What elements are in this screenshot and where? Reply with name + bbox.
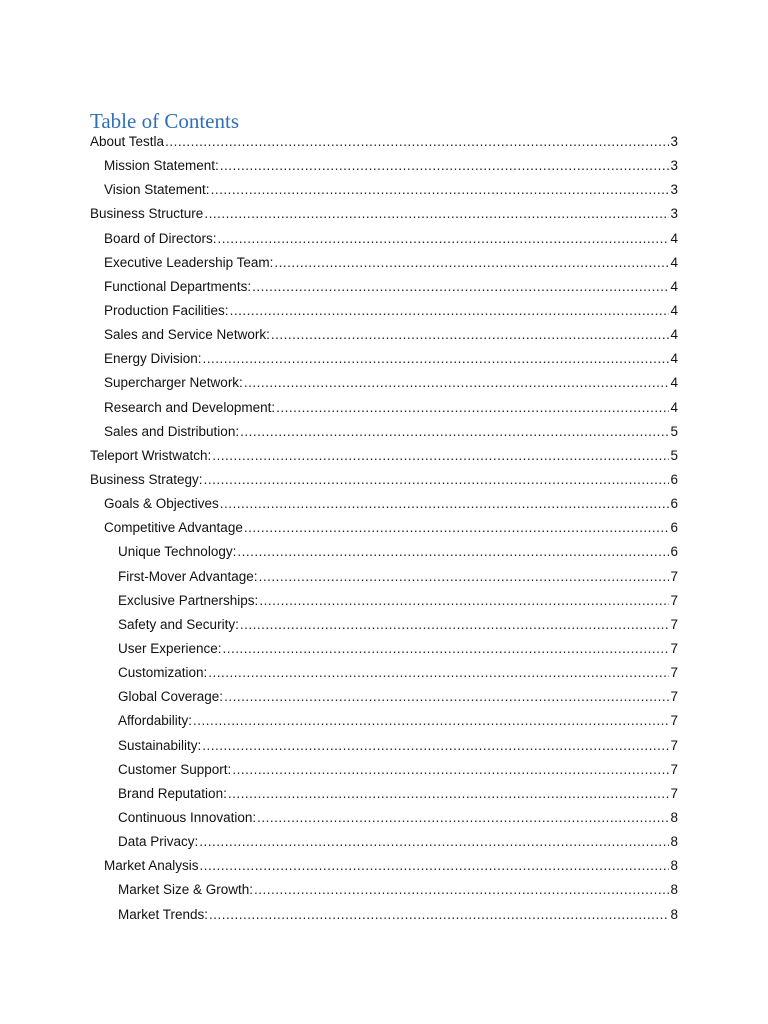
toc-entry-line	[104, 227, 678, 251]
toc-entry-line	[104, 299, 678, 323]
toc-entry-page-number[interactable]: 6	[670, 544, 678, 560]
toc-entry-page-number[interactable]: 4	[670, 351, 678, 367]
toc-entry[interactable]	[90, 444, 678, 468]
toc-entry-page-number[interactable]: 7	[670, 713, 678, 729]
toc-entry-page-number[interactable]: 8	[670, 858, 678, 874]
toc-entry-line	[90, 202, 678, 226]
toc-entry-page-number[interactable]: 8	[670, 809, 678, 825]
toc-entry-label[interactable]: Market Size & Growth:	[118, 882, 254, 898]
toc-entry-label[interactable]: Global Coverage:	[118, 689, 224, 705]
toc-entry-page-number[interactable]: 4	[670, 254, 678, 270]
toc-dot-leader	[165, 130, 669, 154]
toc-entry[interactable]	[90, 347, 678, 371]
toc-entry-page-number[interactable]: 4	[670, 230, 678, 246]
toc-entry[interactable]	[90, 565, 678, 589]
toc-dot-leader	[204, 202, 669, 226]
toc-entry[interactable]	[90, 637, 678, 661]
toc-entry-line	[90, 468, 678, 492]
toc-entry-line	[118, 734, 678, 758]
toc-entry-label[interactable]: Customer Support:	[118, 761, 232, 777]
toc-dot-leader	[193, 709, 669, 733]
toc-entry-line	[104, 275, 678, 299]
toc-entry-label[interactable]: Business Structure	[90, 206, 204, 222]
toc-entry-label[interactable]: Competitive Advantage	[104, 520, 243, 536]
toc-entry-line	[104, 251, 678, 275]
toc-dot-leader	[223, 637, 670, 661]
toc-dot-leader	[200, 854, 670, 878]
toc-dot-leader	[254, 878, 669, 902]
toc-entry-line	[118, 565, 678, 589]
toc-entry-line	[118, 685, 678, 709]
toc-entry-page-number[interactable]: 6	[670, 520, 678, 536]
toc-entry-label[interactable]: Safety and Security:	[118, 616, 239, 632]
toc-dot-leader	[252, 275, 669, 299]
toc-entry-line	[118, 613, 678, 637]
toc-entry-line	[118, 709, 678, 733]
toc-dot-leader	[244, 371, 670, 395]
toc-dot-leader	[257, 806, 669, 830]
toc-entry-page-number[interactable]: 4	[670, 327, 678, 343]
toc-dot-leader	[237, 540, 669, 564]
toc-entry-page-number[interactable]: 7	[670, 785, 678, 801]
toc-entry-label[interactable]: Goals & Objectives	[104, 496, 219, 512]
toc-entry-page-number[interactable]: 7	[670, 568, 678, 584]
toc-entry-page-number[interactable]: 7	[670, 689, 678, 705]
toc-entry-label[interactable]: Executive Leadership Team:	[104, 254, 274, 270]
toc-entry-page-number[interactable]: 6	[670, 496, 678, 512]
toc-entry-label[interactable]: Teleport Wristwatch:	[90, 447, 212, 463]
toc-entry-line	[104, 347, 678, 371]
toc-entry-page-number[interactable]: 4	[670, 399, 678, 415]
toc-entry-label[interactable]: Continuous Innovation:	[118, 809, 257, 825]
toc-dot-leader	[202, 734, 669, 758]
toc-dot-leader	[271, 323, 670, 347]
toc-entry[interactable]	[90, 782, 678, 806]
toc-dot-leader	[232, 758, 669, 782]
toc-entry-line	[104, 323, 678, 347]
toc-entry-page-number[interactable]: 3	[670, 158, 678, 174]
toc-entry-line	[118, 830, 678, 854]
toc-entry[interactable]	[90, 589, 678, 613]
toc-entry-label[interactable]: Supercharger Network:	[104, 375, 243, 391]
toc-entry-label[interactable]: Sales and Distribution:	[104, 423, 240, 439]
toc-entry-line	[118, 540, 678, 564]
toc-entry-page-number[interactable]: 7	[670, 665, 678, 681]
toc-entry[interactable]	[90, 154, 678, 178]
toc-entry-label[interactable]: Production Facilities:	[104, 302, 229, 318]
toc-entry-line	[104, 492, 678, 516]
toc-entry[interactable]	[90, 878, 678, 902]
toc-entry-page-number[interactable]: 5	[670, 447, 678, 463]
toc-entry[interactable]	[90, 758, 678, 782]
toc-dot-leader	[204, 468, 670, 492]
toc-entry-page-number[interactable]: 7	[670, 761, 678, 777]
toc-dot-leader	[212, 444, 669, 468]
toc-entry-page-number[interactable]: 6	[670, 471, 678, 487]
toc-entry[interactable]	[90, 396, 678, 420]
toc-dot-leader	[220, 492, 670, 516]
toc-entry-line	[118, 903, 678, 927]
toc-entry-line	[118, 637, 678, 661]
toc-dot-leader	[276, 396, 669, 420]
toc-entry[interactable]	[90, 685, 678, 709]
toc-entry-label[interactable]: Vision Statement:	[104, 182, 210, 198]
toc-entry-page-number[interactable]: 4	[670, 375, 678, 391]
toc-entry-line	[104, 371, 678, 395]
toc-dot-leader	[218, 227, 670, 251]
toc-entry-line	[118, 782, 678, 806]
toc-entry-line	[104, 854, 678, 878]
toc-dot-leader	[240, 420, 669, 444]
toc-dot-leader	[209, 903, 669, 927]
toc-entry[interactable]	[90, 227, 678, 251]
toc-entry-label[interactable]: Affordability:	[118, 713, 193, 729]
toc-entry[interactable]	[90, 178, 678, 202]
toc-entry-label[interactable]: Unique Technology:	[118, 544, 237, 560]
toc-entry[interactable]	[90, 806, 678, 830]
toc-entry-line	[118, 878, 678, 902]
toc-dot-leader	[259, 589, 669, 613]
toc-entry-label[interactable]: Business Strategy:	[90, 471, 203, 487]
toc-entry-page-number[interactable]: 5	[670, 423, 678, 439]
toc-entry-label[interactable]: Functional Departments:	[104, 278, 252, 294]
toc-entry[interactable]	[90, 251, 678, 275]
toc-entry[interactable]	[90, 709, 678, 733]
toc-entry[interactable]	[90, 661, 678, 685]
toc-entry-label[interactable]: Customization:	[118, 665, 208, 681]
toc-entry-page-number[interactable]: 7	[670, 640, 678, 656]
toc-entry-page-number[interactable]: 4	[670, 278, 678, 294]
toc-entry-line	[104, 516, 678, 540]
toc-entry-line	[104, 396, 678, 420]
toc-entry-page-number[interactable]: 4	[670, 302, 678, 318]
toc-entry-line	[118, 758, 678, 782]
toc-dot-leader	[244, 516, 670, 540]
toc-entry-page-number[interactable]: 3	[670, 182, 678, 198]
toc-dot-leader	[274, 251, 669, 275]
toc-entry[interactable]	[90, 734, 678, 758]
toc-list	[90, 130, 678, 927]
toc-entry-line	[90, 444, 678, 468]
toc-entry-line	[118, 589, 678, 613]
toc-entry-label[interactable]: First-Mover Advantage:	[118, 568, 258, 584]
toc-entry[interactable]	[90, 540, 678, 564]
toc-entry[interactable]	[90, 275, 678, 299]
toc-entry-page-number[interactable]: 7	[670, 616, 678, 632]
toc-entry[interactable]	[90, 371, 678, 395]
toc-dot-leader	[208, 661, 669, 685]
toc-dot-leader	[259, 565, 670, 589]
toc-dot-leader	[220, 154, 670, 178]
toc-entry-label[interactable]: Board of Directors:	[104, 230, 217, 246]
toc-entry[interactable]	[90, 130, 678, 154]
toc-entry[interactable]	[90, 613, 678, 637]
toc-dot-leader	[211, 178, 670, 202]
toc-entry[interactable]	[90, 299, 678, 323]
toc-entry[interactable]	[90, 854, 678, 878]
toc-entry-page-number[interactable]: 7	[670, 592, 678, 608]
toc-entry-label[interactable]: Energy Division:	[104, 351, 202, 367]
toc-entry-label[interactable]: Data Privacy:	[118, 834, 199, 850]
toc-dot-leader	[230, 299, 670, 323]
toc-entry-line	[118, 661, 678, 685]
toc-entry-label[interactable]: Exclusive Partnerships:	[118, 592, 259, 608]
toc-dot-leader	[199, 830, 669, 854]
toc-entry-label[interactable]: Mission Statement:	[104, 158, 219, 174]
toc-entry[interactable]	[90, 323, 678, 347]
toc-entry-line	[104, 178, 678, 202]
toc-entry-page-number[interactable]: 8	[670, 834, 678, 850]
toc-entry-label[interactable]: User Experience:	[118, 640, 222, 656]
toc-entry-page-number[interactable]: 8	[670, 882, 678, 898]
toc-entry[interactable]	[90, 830, 678, 854]
toc-dot-leader	[228, 782, 670, 806]
toc-entry-label[interactable]: Sustainability:	[118, 737, 202, 753]
toc-entry-label[interactable]: Brand Reputation:	[118, 785, 227, 801]
toc-entry[interactable]	[90, 516, 678, 540]
toc-entry-page-number[interactable]: 7	[670, 737, 678, 753]
toc-entry-line	[104, 420, 678, 444]
toc-entry[interactable]	[90, 202, 678, 226]
toc-dot-leader	[224, 685, 669, 709]
toc-entry[interactable]	[90, 468, 678, 492]
toc-entry[interactable]	[90, 492, 678, 516]
toc-entry-page-number[interactable]: 3	[670, 206, 678, 222]
toc-entry-page-number[interactable]: 8	[670, 906, 678, 922]
toc-entry-label[interactable]: Research and Development:	[104, 399, 276, 415]
toc-entry-line	[118, 806, 678, 830]
toc-entry[interactable]	[90, 903, 678, 927]
toc-dot-leader	[203, 347, 670, 371]
toc-entry[interactable]	[90, 420, 678, 444]
toc-entry-page-number[interactable]: 3	[670, 134, 678, 149]
toc-entry-label[interactable]: About Testla	[90, 134, 165, 149]
toc-entry-label[interactable]: Market Analysis	[104, 858, 199, 874]
toc-entry-label[interactable]: Market Trends:	[118, 906, 209, 922]
toc-entry-line	[104, 154, 678, 178]
toc-entry-line	[90, 130, 678, 154]
toc-title: Table of Contents	[90, 109, 239, 133]
toc-dot-leader	[240, 613, 670, 637]
toc-entry-label[interactable]: Sales and Service Network:	[104, 327, 270, 343]
